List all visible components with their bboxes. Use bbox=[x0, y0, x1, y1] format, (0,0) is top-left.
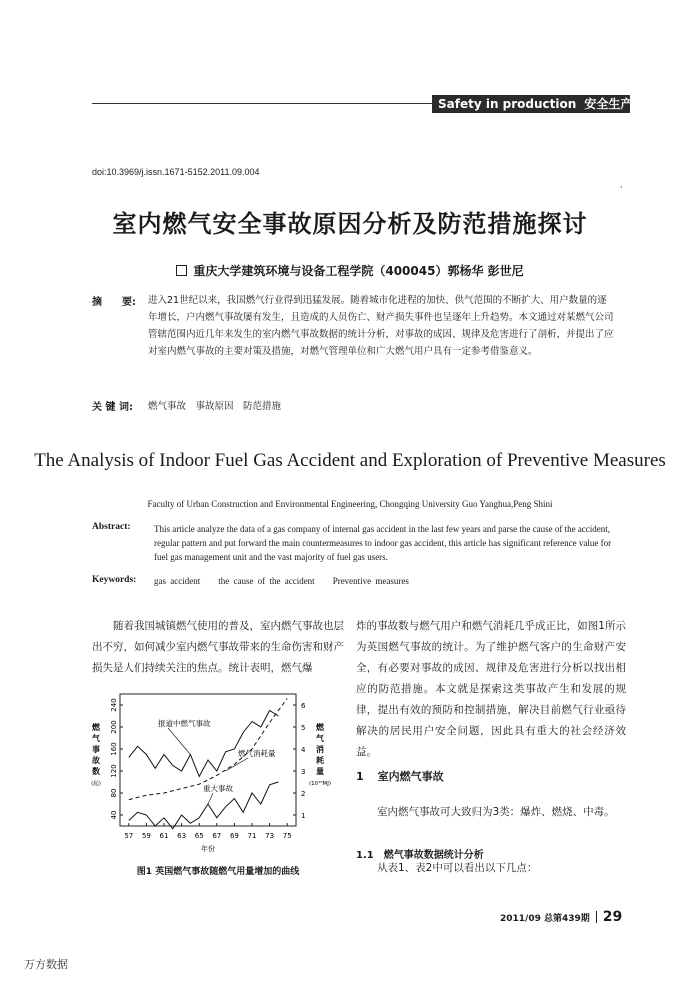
keywords-en-list bbox=[154, 576, 427, 586]
abstract-cn-label: 摘 要: bbox=[92, 297, 136, 308]
article-title-en: The Analysis of Indoor Fuel Gas Accident and Exploration of Preventive Measures bbox=[34, 450, 666, 471]
y-right-tick-label: 3 bbox=[301, 768, 306, 776]
figure-1-chart bbox=[88, 676, 348, 856]
keywords-cn-label: 关 键 词: bbox=[92, 402, 133, 413]
keywords-en-label: Keywords: bbox=[92, 575, 137, 585]
series-annotation: 重大事故 bbox=[203, 784, 233, 793]
keywords-cn-text: 燃气事故 事故原因 防范措施 bbox=[148, 401, 282, 412]
y-left-tick-label: 120 bbox=[110, 764, 118, 778]
y-left-tick-label: 240 bbox=[110, 698, 118, 712]
y-right-title-char: 量 bbox=[316, 767, 324, 776]
x-tick-label: 75 bbox=[282, 832, 292, 840]
y-right-tick-label: 5 bbox=[301, 724, 306, 732]
section-1-1-number: 1.1 bbox=[356, 850, 374, 861]
section-1-heading bbox=[356, 768, 444, 784]
body-paragraph-right: 炸的事故数与燃气用户和燃气消耗几乎成正比，如图1所示为英国燃气事故的统计。为了维护燃气客户的生命财产安全，有必要对事故的成因、规律及危害进行分析以找出相应的防范措施。本文就是探索这类事故产生和发展的规律，提出有效的预防和控制措施，解决目前燃气行业亟待解决的居民用户安全问题，因此具有重大的社会经济效益。 bbox=[356, 620, 626, 758]
x-tick-label: 61 bbox=[159, 832, 169, 840]
square-bullet-icon bbox=[176, 265, 187, 276]
header-rule bbox=[92, 103, 432, 104]
annotation-leader bbox=[168, 728, 190, 755]
y-right-tick-label: 6 bbox=[301, 702, 306, 710]
y-right-unit: (10¹⁰MJ) bbox=[308, 781, 332, 787]
section-1-number: 1 bbox=[356, 770, 364, 783]
annotation-leader bbox=[208, 793, 213, 804]
x-axis-title: 年份 bbox=[201, 845, 215, 853]
abstract-en-text: This article analyze the data of a gas company of internal gas accident in the last few years and parse the cause of the accident, regular pattern and put forward the main countermeasures to indoor gas accident, this article has significant reference value for fuel gas management unit and the vast majority of fuel gas users. bbox=[154, 524, 612, 562]
y-right-title-char: 燃 bbox=[316, 723, 324, 732]
section-1-paragraph: 室内燃气事故可大致归为3类：爆炸、燃烧、中毒。 bbox=[377, 806, 615, 818]
figure-1-caption: 图1 英国燃气事故随燃气用量增加的曲线 bbox=[136, 867, 300, 877]
y-right-title-char: 气 bbox=[316, 734, 324, 743]
series-annotation: 燃气消耗量 bbox=[238, 749, 276, 758]
watermark: 万方数据 bbox=[24, 958, 68, 971]
x-tick-label: 73 bbox=[265, 832, 275, 840]
series-annotation: 报道中燃气事故 bbox=[158, 719, 211, 728]
y-right-title-char: 消 bbox=[316, 745, 324, 754]
abstract-en-label: Abstract: bbox=[92, 522, 131, 532]
body-paragraph-left: 随着我国城镇燃气使用的普及，室内燃气事故也层出不穷，如何减少室内燃气事故带来的生命伤害和财产损失是人们持续关注的焦点。统计表明，燃气爆 bbox=[92, 620, 344, 674]
affiliation-en: Faculty of Urban Construction and Environmental Engineering, Chongqing University Guo Yanghua,Peng Shini bbox=[147, 499, 553, 509]
y-left-title-char: 数 bbox=[92, 767, 100, 776]
footer-divider bbox=[596, 911, 597, 923]
x-tick-label: 57 bbox=[124, 832, 134, 840]
annotation-leader bbox=[226, 758, 248, 771]
y-left-title-char: 故 bbox=[92, 756, 100, 765]
affiliation-cn-text: 重庆大学建筑环境与设备工程学院（400045）郭杨华 彭世尼 bbox=[193, 264, 524, 278]
page-number: 29 bbox=[602, 909, 623, 925]
x-tick-label: 63 bbox=[177, 832, 187, 840]
issue-info: 2011/09 总第439期 bbox=[500, 914, 590, 924]
section-badge-cn: 安全生产 bbox=[584, 97, 633, 111]
keyword-en: the cause of the accident bbox=[218, 576, 315, 586]
y-right-tick-label: 2 bbox=[301, 790, 306, 798]
article-title-cn: 室内燃气安全事故原因分析及防范措施探讨 bbox=[112, 210, 588, 238]
x-tick-label: 65 bbox=[194, 832, 204, 840]
section-1-1-paragraph: 从表1、表2中可以看出以下几点： bbox=[377, 862, 538, 874]
x-tick-label: 71 bbox=[247, 832, 257, 840]
keyword-en: Preventive measures bbox=[332, 576, 409, 586]
y-right-tick-label: 1 bbox=[301, 812, 306, 820]
affiliation-cn bbox=[0, 262, 700, 279]
y-left-title-char: 燃 bbox=[92, 723, 100, 732]
y-left-tick-label: 200 bbox=[110, 720, 118, 734]
section-badge bbox=[432, 95, 633, 113]
page-footer bbox=[500, 909, 622, 925]
section-badge-en: Safety in production bbox=[438, 97, 577, 111]
y-left-title-char: 气 bbox=[92, 734, 100, 743]
y-left-title-char: 事 bbox=[92, 745, 100, 754]
doi: doi:10.3969/j.issn.1671-5152.2011.09.004 bbox=[92, 167, 260, 177]
section-1-title: 室内燃气事故 bbox=[377, 770, 444, 783]
y-left-tick-label: 40 bbox=[110, 810, 118, 820]
x-tick-label: 69 bbox=[229, 832, 239, 840]
y-left-unit: (起) bbox=[91, 781, 101, 787]
y-right-tick-label: 4 bbox=[301, 746, 306, 754]
x-tick-label: 59 bbox=[141, 832, 151, 840]
y-left-tick-label: 80 bbox=[110, 788, 118, 798]
y-right-title-char: 耗 bbox=[316, 756, 324, 765]
section-1-1-title: 燃气事故数据统计分析 bbox=[383, 850, 484, 861]
x-tick-label: 67 bbox=[212, 832, 222, 840]
decorative-dot: · bbox=[620, 183, 623, 193]
y-left-tick-label: 160 bbox=[110, 742, 118, 756]
keyword-en: gas accident bbox=[154, 576, 201, 586]
abstract-cn-text: 进入21世纪以来，我国燃气行业得到迅猛发展。随着城市化进程的加快、供气范围的不断扩大、用户数量的逐年增长，户内燃气事故屡有发生，且造成的人员伤亡、财产损失事件也呈逐年上升趋势。本文通过对某燃气公司管辖范围内近几年来发生的室内燃气事故数据的统计分析，对事故的成因、规律及危害进行了剖析，并提出了应对室内燃气事故的主要对策及措施，对燃气管理单位和广大燃气用户具有一定参考借鉴意义。 bbox=[148, 295, 614, 357]
